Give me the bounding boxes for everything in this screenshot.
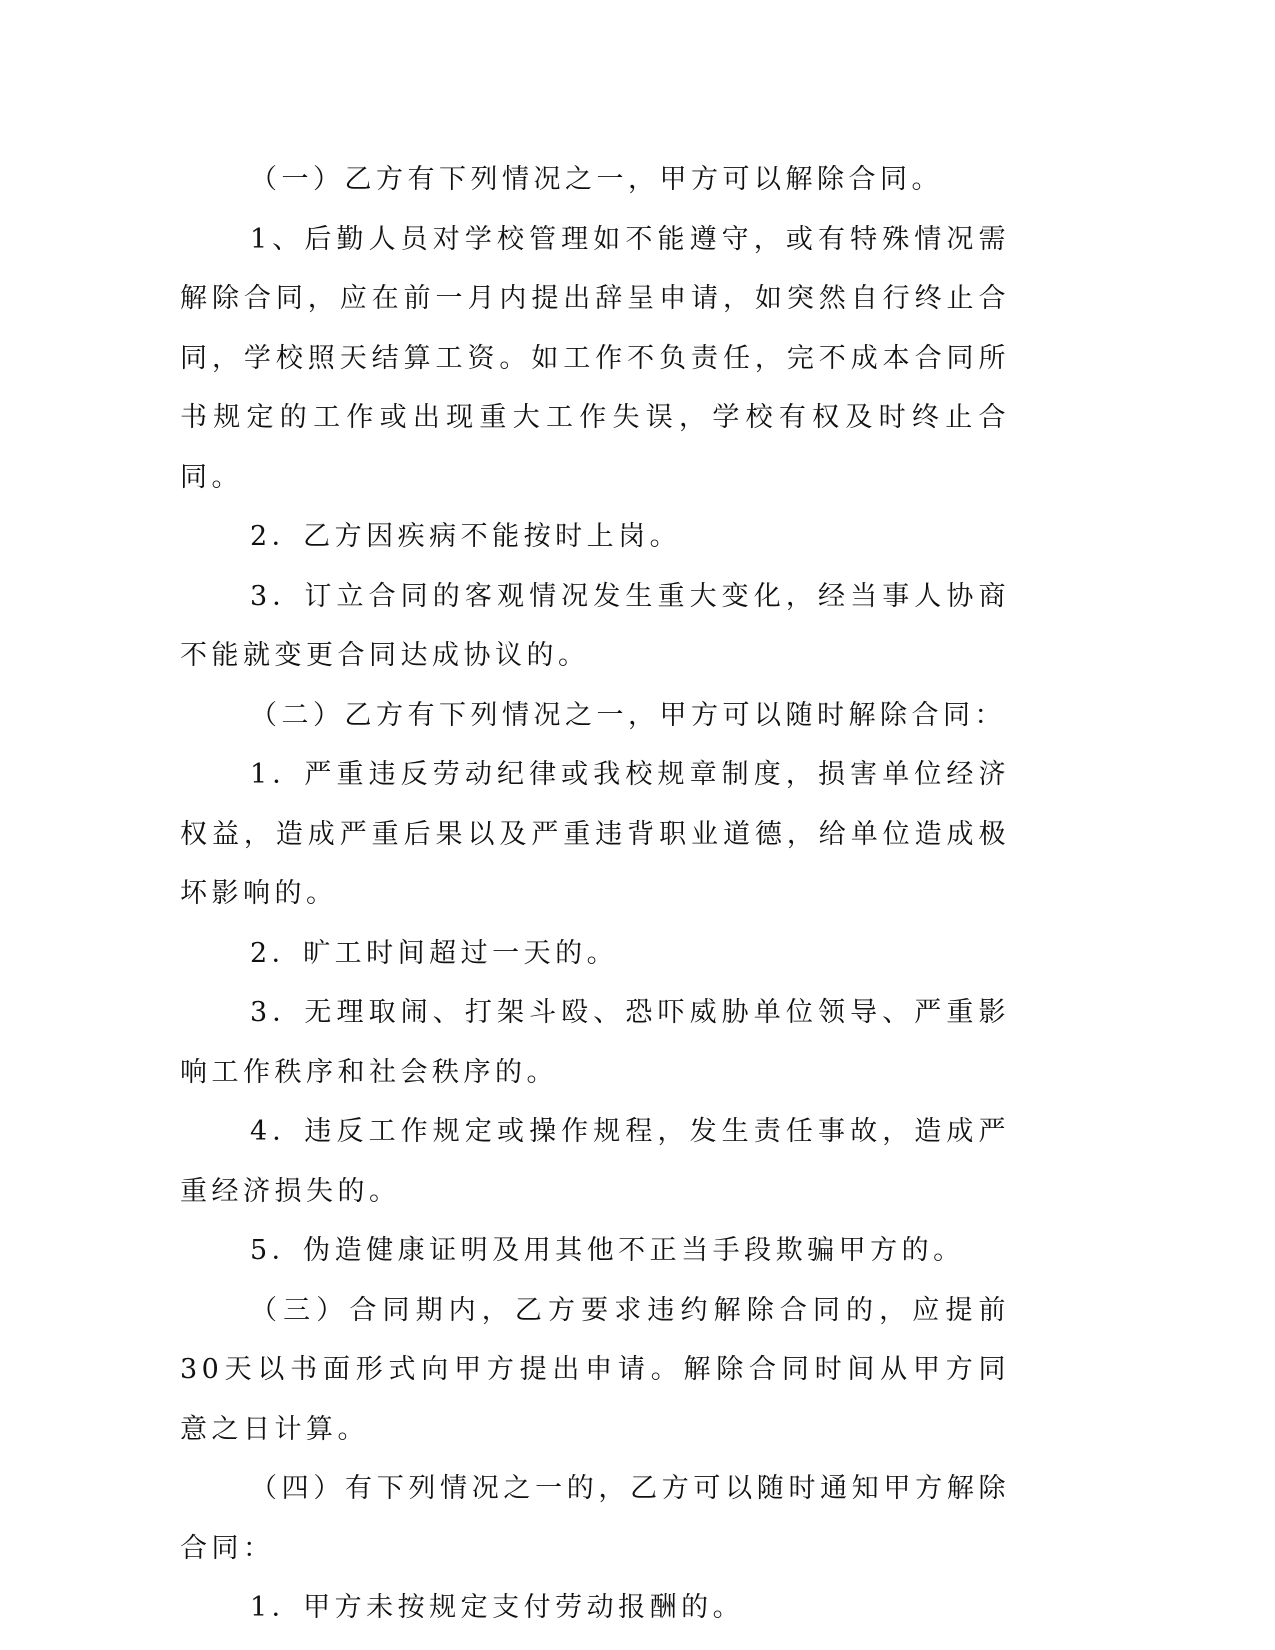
- section-4-heading: （四）有下列情况之一的，乙方可以随时通知甲方解除合同：: [180, 1473, 1010, 1564]
- section-2-item-3: 3．无理取闹、打架斗殴、恐吓威胁单位领导、严重影响工作秩序和社会秩序的。: [180, 997, 1010, 1088]
- section-4-item-1: 1．甲方未按规定支付劳动报酬的。: [250, 1592, 745, 1623]
- section-2-item-2: 2．旷工时间超过一天的。: [250, 937, 619, 969]
- section-1-item-2: 2．乙方因疾病不能按时上岗。: [250, 521, 682, 552]
- document-page: [180, 150, 1010, 1638]
- section-2-heading: （二）乙方有下列情况之一，甲方可以随时解除合同：: [250, 699, 1006, 731]
- section-1-item-3: 3．订立合同的客观情况发生重大变化，经当事人协商不能就变更合同达成协议的。: [180, 580, 1010, 671]
- section-1-item-1: 1、后勤人员对学校管理如不能遵守，或有特殊情况需解除合同，应在前一月内提出辞呈申请，如突然自行终止合同，学校照天结算工资。如工作不负责任，完不成本合同所书规定的工作或出现重大工作失误，学校有权及时终止合同。: [180, 223, 1010, 493]
- section-1-heading: （一）乙方有下列情况之一，甲方可以解除合同。: [250, 164, 943, 195]
- section-2-item-5: 5．伪造健康证明及用其他不正当手段欺骗甲方的。: [250, 1235, 965, 1266]
- section-2-item-4: 4．违反工作规定或操作规程，发生责任事故，造成严重经济损失的。: [180, 1116, 1010, 1207]
- section-2-item-1: 1．严重违反劳动纪律或我校规章制度，损害单位经济权益，造成严重后果以及严重违背职业道德，给单位造成极坏影响的。: [180, 759, 1010, 909]
- section-3-paragraph: （三）合同期内，乙方要求违约解除合同的，应提前30天以书面形式向甲方提出申请。解除合同时间从甲方同意之日计算。: [180, 1294, 1010, 1445]
